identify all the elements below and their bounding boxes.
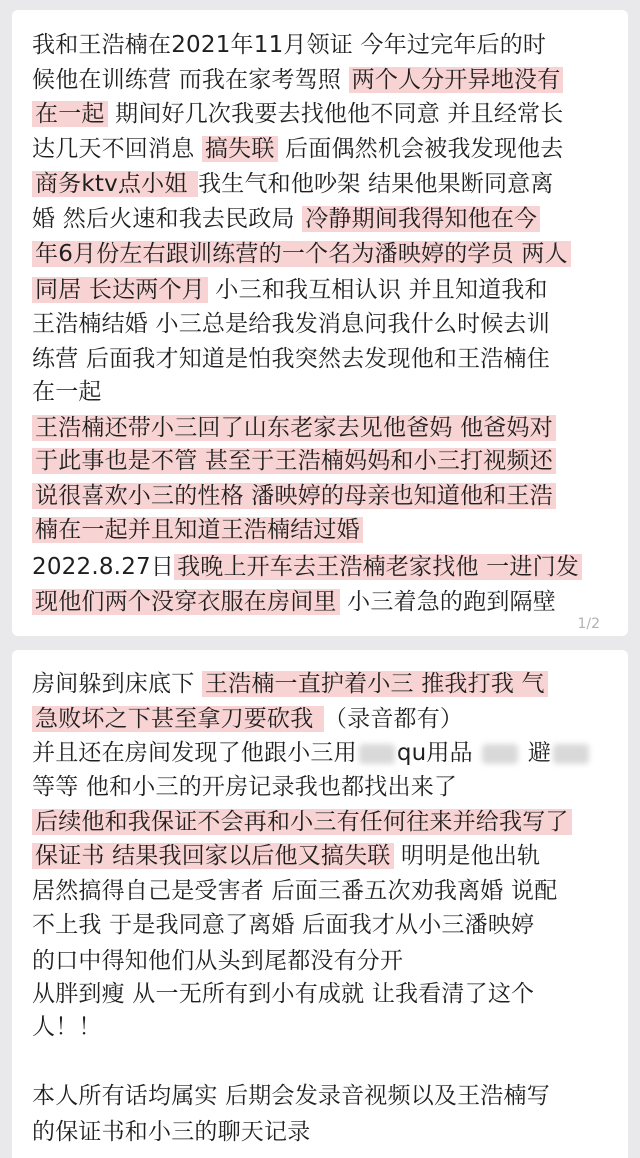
highlighted-text: 搞失联	[202, 136, 278, 162]
highlighted-text: 于此事也是不管 甚至于王浩楠妈妈和小三打视频还	[32, 448, 556, 474]
text-run: 并且还在房间发现了他跟小三用	[32, 740, 357, 766]
text-line	[32, 166, 620, 202]
text-run: 王浩楠结婚 小三总是给我发消息问我什么时候去训	[32, 311, 550, 337]
text-line	[32, 907, 620, 943]
text-run: （录音都有）	[323, 706, 464, 732]
text-line	[32, 701, 620, 737]
highlighted-text: 同居 长达两个月	[32, 277, 208, 303]
text-line	[32, 769, 620, 805]
text-line	[32, 27, 620, 63]
text-line	[32, 1044, 620, 1080]
highlighted-text: 后续他和我保证不会再和小三有任何往来并给我写了	[32, 809, 572, 835]
text-line	[32, 1114, 620, 1150]
text-line	[32, 549, 620, 585]
blurred-text	[553, 744, 589, 764]
text-run: 我生气和他吵架 结果他果断同意离	[198, 171, 554, 197]
text-line	[32, 443, 620, 479]
text-run: 达几天不回消息	[32, 136, 202, 162]
text-run: 我和王浩楠在2021年11月领证 今年过完年后的时	[32, 32, 547, 58]
text-line	[32, 512, 620, 548]
text-run: 居然搞得自己是受害者 后面三番五次劝我离婚 说配	[32, 878, 558, 904]
text-line	[32, 804, 620, 840]
highlighted-text: 保证书 结果我回家以后他又搞失联	[32, 843, 394, 869]
text-line	[32, 374, 620, 410]
text-run: 的口中得知他们从头到尾都没有分开	[32, 948, 404, 974]
text-line	[32, 1078, 620, 1114]
highlighted-text: 两个人分开异地没有	[349, 67, 564, 93]
highlighted-text: 王浩楠一直护着小三 推我打我 气	[202, 671, 548, 697]
page-indicator: 1/2	[577, 616, 600, 632]
text-line	[32, 306, 620, 342]
text-run: 从胖到瘦 从一无所有到小有成就 让我看清了这个	[32, 981, 535, 1007]
text-run: 等等 他和小三的开房记录我也都找出来了	[32, 774, 458, 800]
text-line	[32, 478, 620, 514]
text-run: 小三和我互相认识 并且知道我和	[207, 277, 548, 303]
text-run: 练营 后面我才知道是怕我突然去发现他和王浩楠住	[32, 346, 550, 372]
text-line	[32, 410, 620, 446]
blurred-text	[482, 744, 518, 764]
blurred-text	[359, 744, 395, 764]
text-line	[32, 584, 620, 620]
text-run: 期间好几次我要去找他他不同意 并且经常长	[107, 101, 564, 127]
text-run: qu用品	[396, 740, 481, 766]
highlighted-text: 年6月份左右跟训练营的一个名为潘映婷的学员 两人	[32, 241, 571, 267]
text-run: 后面偶然机会被我发现他去	[277, 136, 564, 162]
text-run: 本人所有话均属实 后期会发录音视频以及王浩楠写	[32, 1083, 550, 1109]
highlighted-text: 我晚上开车去王浩楠老家找他 一进门发	[174, 554, 582, 580]
text-run: 在一起	[32, 379, 102, 405]
highlighted-text: 商务ktv点小姐	[32, 171, 198, 197]
text-line	[32, 1009, 620, 1045]
text-line	[32, 131, 620, 167]
text-line	[32, 838, 620, 874]
text-line	[32, 873, 620, 909]
text-run: 2022.8.27日	[32, 554, 175, 580]
text-line	[32, 236, 620, 272]
text-run: 候他在训练营 而我在家考驾照	[32, 67, 349, 93]
text-run: 小三着急的跑到隔壁	[339, 589, 556, 615]
text-run: 不上我 于是我同意了离婚 后面我才从小三潘映婷	[32, 912, 535, 938]
highlighted-text: 说很喜欢小三的性格 潘映婷的母亲也知道他和王浩	[32, 483, 556, 509]
highlighted-text: 王浩楠还带小三回了山东老家去见他爸妈 他爸妈对	[32, 415, 556, 441]
text-line	[32, 96, 620, 132]
text-run: 避	[520, 740, 552, 766]
text-line	[32, 943, 620, 979]
text-line	[32, 341, 620, 377]
highlighted-text: 冷静期间我得知他在今	[302, 206, 540, 232]
text-run: 房间躲到床底下	[32, 671, 202, 697]
highlighted-text: 在一起	[32, 101, 108, 127]
text-line	[32, 201, 620, 237]
page-card-1	[12, 10, 628, 636]
highlighted-text: 急败坏之下甚至拿刀要砍我	[32, 706, 324, 732]
text-run: 的保证书和小三的聊天记录	[32, 1119, 311, 1145]
highlighted-text: 楠在一起并且知道王浩楠结过婚	[32, 517, 363, 543]
highlighted-text: 现他们两个没穿衣服在房间里	[32, 589, 340, 615]
text-line	[32, 976, 620, 1012]
text-line	[32, 272, 620, 308]
text-run: 人！！	[32, 1014, 102, 1040]
page-card-2	[12, 650, 628, 1158]
text-run: 明明是他出轨	[393, 843, 541, 869]
text-run: 婚 然后火速和我去民政局	[32, 206, 303, 232]
text-line	[32, 666, 620, 702]
text-line	[32, 62, 620, 98]
text-line	[32, 735, 620, 771]
